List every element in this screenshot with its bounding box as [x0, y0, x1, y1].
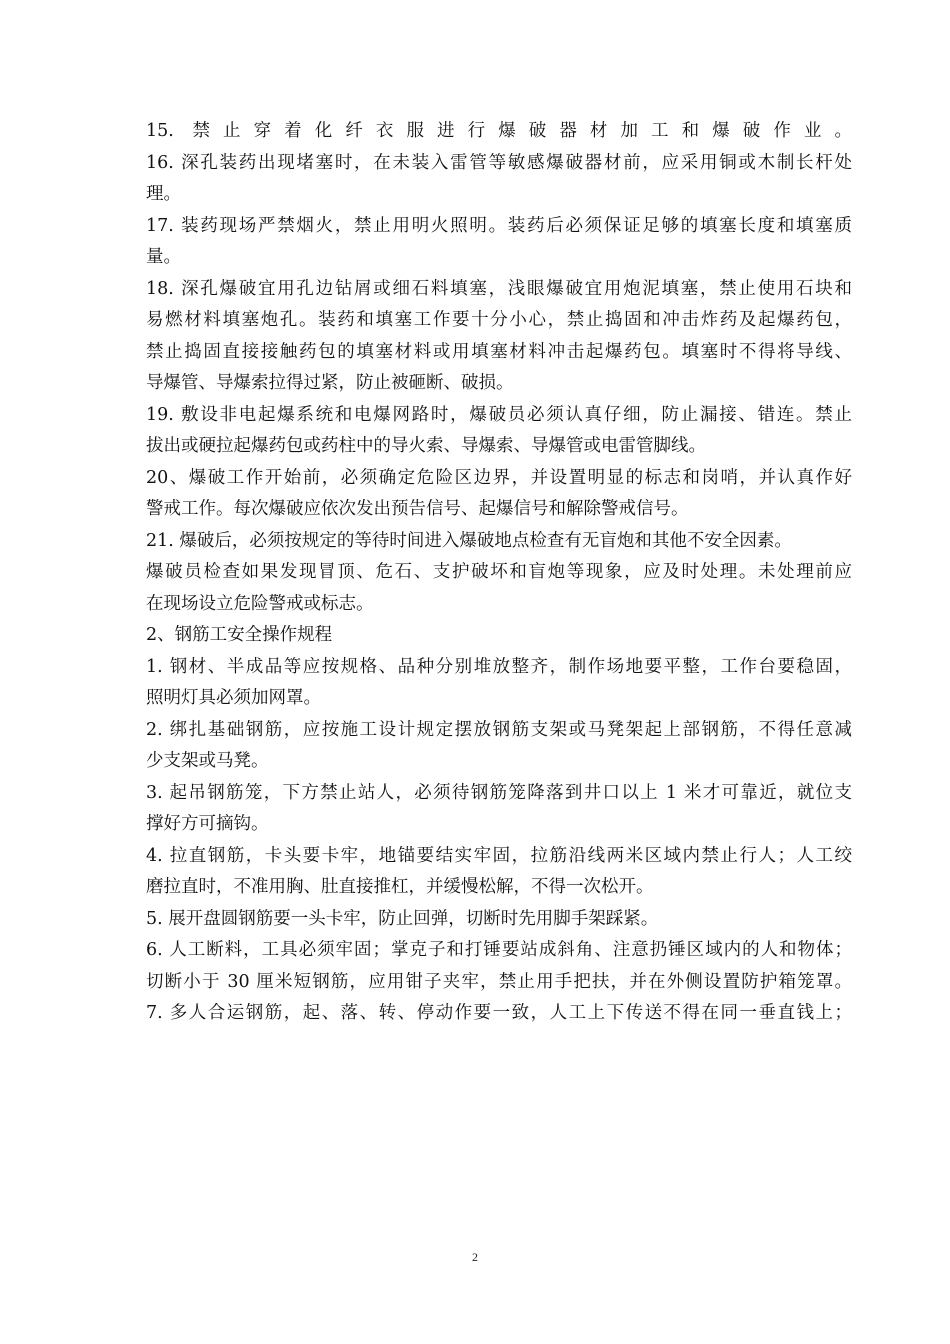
text-line: 理。 — [146, 184, 181, 204]
text-line: 7. 多人合运钢筋，起、落、转、停动作要一致，人工上下传送不得在同一垂直钱上； — [146, 1003, 852, 1023]
text-line: 1. 钢材、半成品等应按规格、品种分别堆放整齐，制作场地要平整，工作台要稳固， — [146, 656, 852, 677]
text-line: 在现场设立危险警戒或标志。 — [146, 593, 374, 614]
text-line: 爆破员检查如果发现冒顶、危石、支护破坏和盲炮等现象，应及时处理。未处理前应 — [146, 562, 852, 582]
text-line: 2. 绑扎基础钢筋，应按施工设计规定摆放钢筋支架或马凳架起上部钢筋，不得任意减 — [146, 719, 852, 740]
text-line: 切断小于 30 厘米短钢筋，应用钳子夹牢，禁止用手把扶，并在外侧设置防护箱笼罩。 — [146, 971, 852, 992]
text-line: 4. 拉直钢筋，卡头要卡牢，地锚要结实牢固，拉筋沿线两米区域内禁止行人；人工绞 — [146, 845, 852, 866]
text-line: 照明灯具必须加网罩。 — [146, 688, 321, 708]
text-line: 导爆管、导爆索拉得过紧，防止被砸断、破损。 — [146, 373, 514, 393]
text-line: 撑好方可摘钩。 — [146, 814, 269, 834]
text-line: 17. 装药现场严禁烟火，禁止用明火照明。装药后必须保证足够的填塞长度和填塞质 — [146, 215, 852, 236]
text-line: 磨拉直时，不准用胸、肚直接推杠，并缓慢松解，不得一次松开。 — [146, 877, 654, 897]
text-line: 18. 深孔爆破宜用孔边钻屑或细石料填塞，浅眼爆破宜用炮泥填塞，禁止使用石块和 — [146, 278, 852, 299]
text-line: 21. 爆破后，必须按规定的等待时间进入爆破地点检查有无盲炮和其他不安全因素。 — [146, 530, 792, 551]
text-line: 6. 人工断料，工具必须牢固；掌克子和打锤要站成斜角、注意扔锤区域内的人和物体； — [146, 940, 852, 960]
text-line: 量。 — [146, 247, 181, 267]
text-line: 19. 敷设非电起爆系统和电爆网路时，爆破员必须认真仔细，防止漏接、错连。禁止 — [146, 404, 852, 425]
text-line: 拔出或硬拉起爆药包或药柱中的导火索、导爆索、导爆管或电雷管脚线。 — [146, 436, 706, 456]
text-line: 16. 深孔装药出现堵塞时，在未装入雷管等敏感爆破器材前，应采用铜或木制长杆处 — [146, 152, 852, 173]
text-line: 3. 起吊钢筋笼，下方禁止站人，必须待钢筋笼降落到井口以上 1 米才可靠近，就位支 — [146, 782, 852, 803]
page-number: 2 — [472, 1250, 478, 1264]
text-line: 警戒工作。每次爆破应依次发出预告信号、起爆信号和解除警戒信号。 — [146, 499, 689, 519]
text-line: 15. 禁止穿着化纤衣服进行爆破器材加工和爆破作业。 — [146, 121, 852, 141]
section-heading: 2、钢筋工安全操作规程 — [146, 625, 333, 645]
document-body — [146, 116, 852, 1030]
text-line: 20、爆破工作开始前，必须确定危险区边界，并设置明显的标志和岗哨，并认真作好 — [146, 467, 852, 488]
text-line: 5. 展开盘圆钢筋要一头卡牢，防止回弹，切断时先用脚手架踩紧。 — [146, 908, 659, 929]
text-line: 少支架或马凳。 — [146, 751, 269, 771]
text-line: 禁止捣固直接接触药包的填塞材料或用填塞材料冲击起爆药包。填塞时不得将导线、 — [146, 341, 852, 362]
text-line: 易燃材料填塞炮孔。装药和填塞工作要十分小心，禁止捣固和冲击炸药及起爆药包， — [146, 310, 852, 330]
